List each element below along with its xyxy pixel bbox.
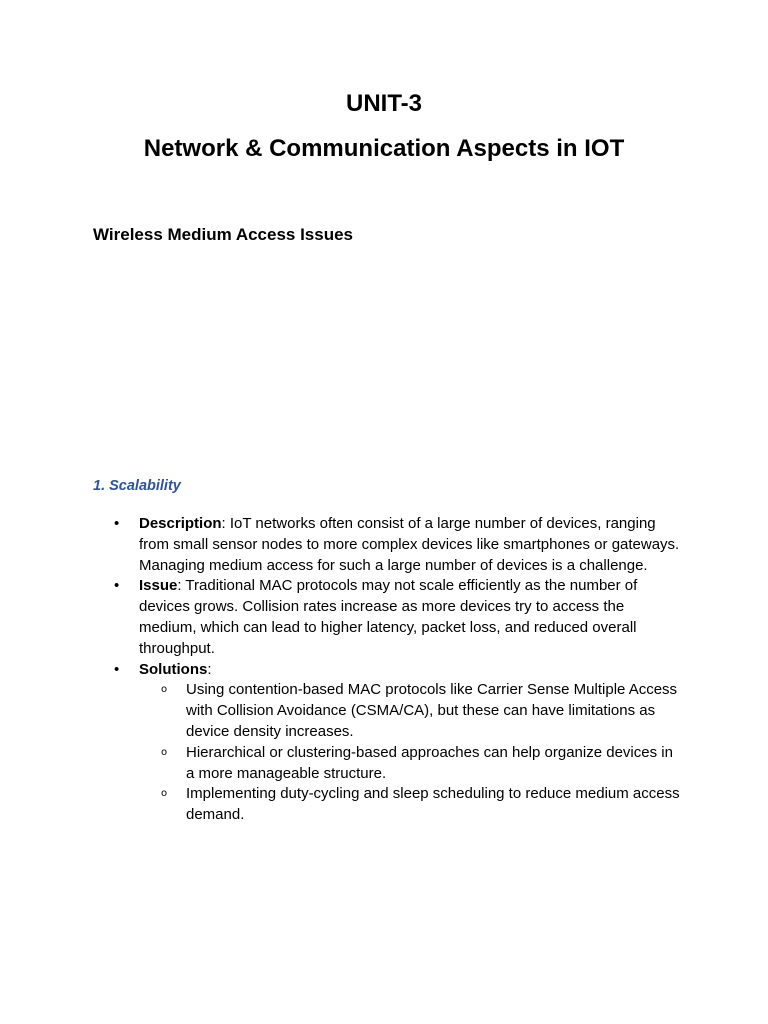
bullet-icon: • [114, 515, 120, 532]
list-item-text: : [207, 660, 212, 678]
circle-bullet-icon: o [161, 746, 168, 758]
circle-bullet-icon: o [161, 788, 168, 800]
sub-list-item-text: Hierarchical or clustering-based approaches can help organize devices in a more manageable structure. [186, 743, 673, 782]
list-item-text: : Traditional MAC protocols may not scale efficiently as the number of devices grows. Collision rates increase as more devices try to access the medium, which can lead to higher latency, packet loss, and reduced overall throughput. [139, 577, 638, 657]
bullet-list [93, 514, 683, 826]
sub-bullet-list [139, 680, 683, 826]
sub-list-item-text: Using contention-based MAC protocols like Carrier Sense Multiple Access with Collision Avoidance (CSMA/CA), but these can have limitations as device density increases. [186, 681, 678, 740]
sub-list-item [139, 680, 683, 742]
bullet-icon: • [114, 577, 120, 595]
section-heading: Wireless Medium Access Issues [93, 225, 354, 244]
list-item-text: : IoT networks often consist of a large number of devices, ranging from small sensor nodes to more complex devices like smartphones or gateways. Managing medium access for such a large number of devices is a challenge. [139, 515, 680, 574]
circle-bullet-icon: o [161, 684, 168, 696]
bullet-icon: • [114, 660, 120, 678]
list-item-issue [93, 576, 683, 659]
list-item-term: Solutions [139, 660, 208, 678]
sub-list-item [139, 784, 683, 826]
list-item-term: Issue [139, 577, 178, 595]
sub-list-item [139, 743, 683, 785]
main-title: Network & Communication Aspects in IOT [143, 135, 625, 162]
unit-title: UNIT-3 [345, 90, 422, 117]
list-item-solutions [93, 660, 683, 826]
list-item-description [93, 514, 683, 576]
subsection-heading: 1. Scalability [93, 478, 181, 494]
list-item-term: Description [139, 515, 222, 532]
sub-list-item-text: Implementing duty-cycling and sleep scheduling to reduce medium access demand. [186, 785, 680, 824]
